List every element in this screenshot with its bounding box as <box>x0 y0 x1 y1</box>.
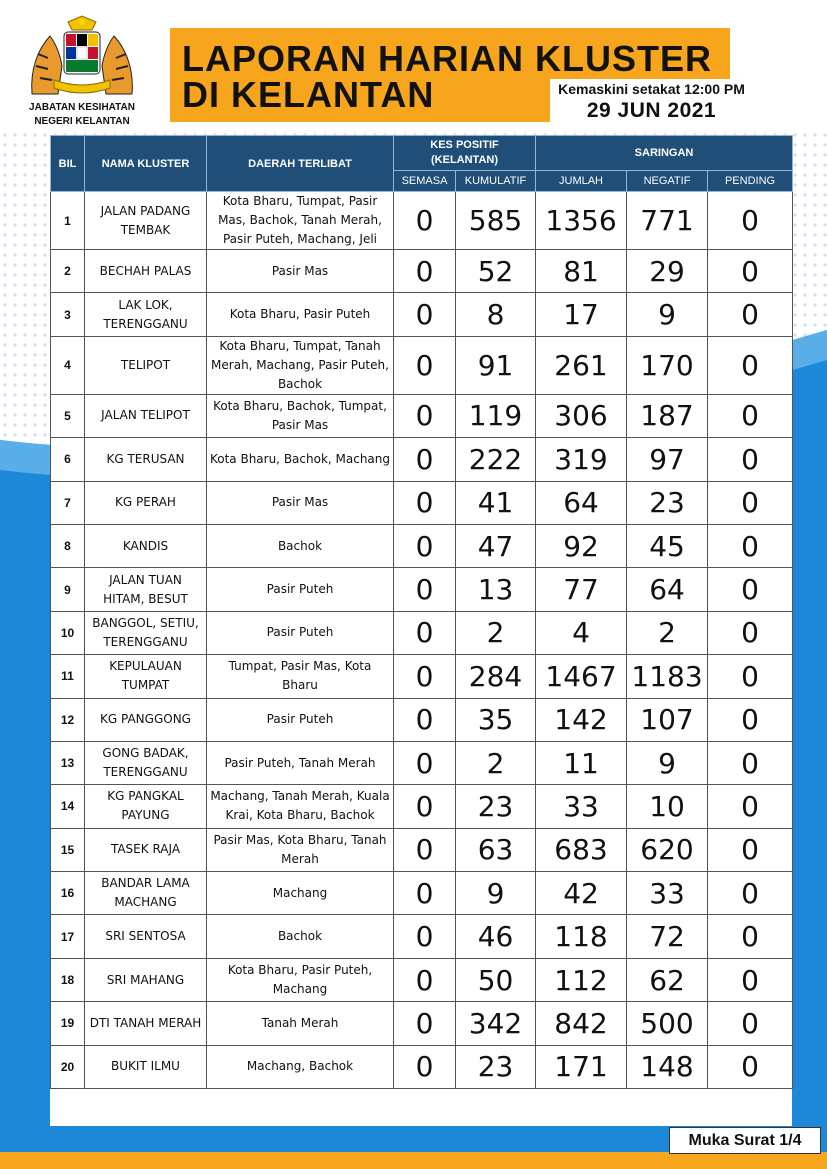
cell-negatif: 2 <box>627 611 708 654</box>
header-semasa: SEMASA <box>394 171 456 192</box>
cell-negatif: 620 <box>627 828 708 871</box>
table-row <box>51 1045 793 1088</box>
cell-bil: 15 <box>51 828 85 871</box>
cell-kumulatif: 52 <box>456 250 536 293</box>
cell-kumulatif: 23 <box>456 785 536 828</box>
header-jumlah: JUMLAH <box>536 171 627 192</box>
cell-daerah: Kota Bharu, Tumpat, Tanah Merah, Machang, Pasir Puteh, Bachok <box>207 336 394 394</box>
cell-bil: 8 <box>51 524 85 567</box>
cell-jumlah: 1356 <box>536 192 627 250</box>
cell-jumlah: 81 <box>536 250 627 293</box>
cell-daerah: Kota Bharu, Bachok, Machang <box>207 438 394 481</box>
cell-semasa: 0 <box>394 293 456 336</box>
cell-kumulatif: 284 <box>456 655 536 698</box>
cell-daerah: Machang <box>207 872 394 915</box>
cell-nama-kluster: KG PANGKAL PAYUNG <box>85 785 207 828</box>
cell-negatif: 500 <box>627 1002 708 1045</box>
cell-pending: 0 <box>708 915 793 958</box>
header-nama-kluster: NAMA KLUSTER <box>85 136 207 192</box>
cell-bil: 13 <box>51 741 85 784</box>
cell-pending: 0 <box>708 958 793 1001</box>
cell-negatif: 23 <box>627 481 708 524</box>
cell-bil: 19 <box>51 1002 85 1045</box>
cell-semasa: 0 <box>394 250 456 293</box>
header-pending: PENDING <box>708 171 793 192</box>
malaysia-crest-icon <box>28 14 136 102</box>
cell-jumlah: 1467 <box>536 655 627 698</box>
table-row <box>51 611 793 654</box>
cell-nama-kluster: GONG BADAK, TERENGGANU <box>85 741 207 784</box>
cell-semasa: 0 <box>394 394 456 437</box>
cell-negatif: 1183 <box>627 655 708 698</box>
cell-pending: 0 <box>708 698 793 741</box>
cell-nama-kluster: BANGGOL, SETIU, TERENGGANU <box>85 611 207 654</box>
cell-negatif: 29 <box>627 250 708 293</box>
cell-jumlah: 142 <box>536 698 627 741</box>
cell-negatif: 9 <box>627 741 708 784</box>
cell-pending: 0 <box>708 1045 793 1088</box>
cell-nama-kluster: TELIPOT <box>85 336 207 394</box>
cell-daerah: Tanah Merah <box>207 1002 394 1045</box>
cell-kumulatif: 91 <box>456 336 536 394</box>
cell-semasa: 0 <box>394 336 456 394</box>
cell-kumulatif: 23 <box>456 1045 536 1088</box>
cell-nama-kluster: KANDIS <box>85 524 207 567</box>
cell-semasa: 0 <box>394 611 456 654</box>
cell-nama-kluster: SRI SENTOSA <box>85 915 207 958</box>
table-row <box>51 958 793 1001</box>
report-title-line2: DI KELANTAN <box>182 74 435 115</box>
cell-pending: 0 <box>708 336 793 394</box>
cell-nama-kluster: DTI TANAH MERAH <box>85 1002 207 1045</box>
table-row <box>51 915 793 958</box>
cell-daerah: Machang, Tanah Merah, Kuala Krai, Kota Bharu, Bachok <box>207 785 394 828</box>
table-row <box>51 1002 793 1045</box>
cell-nama-kluster: BANDAR LAMA MACHANG <box>85 872 207 915</box>
cluster-table-container <box>50 135 792 1126</box>
cell-jumlah: 92 <box>536 524 627 567</box>
cell-semasa: 0 <box>394 958 456 1001</box>
cell-negatif: 72 <box>627 915 708 958</box>
cell-jumlah: 306 <box>536 394 627 437</box>
cell-pending: 0 <box>708 741 793 784</box>
cell-negatif: 62 <box>627 958 708 1001</box>
cell-nama-kluster: TASEK RAJA <box>85 828 207 871</box>
cell-bil: 5 <box>51 394 85 437</box>
cell-kumulatif: 342 <box>456 1002 536 1045</box>
cell-semasa: 0 <box>394 741 456 784</box>
table-body <box>51 192 793 1089</box>
cell-negatif: 107 <box>627 698 708 741</box>
cell-semasa: 0 <box>394 1045 456 1088</box>
cell-bil: 16 <box>51 872 85 915</box>
cell-jumlah: 842 <box>536 1002 627 1045</box>
table-row <box>51 481 793 524</box>
cell-bil: 3 <box>51 293 85 336</box>
cell-daerah: Pasir Puteh, Tanah Merah <box>207 741 394 784</box>
cell-jumlah: 171 <box>536 1045 627 1088</box>
cell-daerah: Pasir Puteh <box>207 611 394 654</box>
cell-nama-kluster: JALAN PADANG TEMBAK <box>85 192 207 250</box>
table-row <box>51 655 793 698</box>
cell-kumulatif: 41 <box>456 481 536 524</box>
cell-negatif: 771 <box>627 192 708 250</box>
cell-nama-kluster: JALAN TUAN HITAM, BESUT <box>85 568 207 611</box>
cell-negatif: 97 <box>627 438 708 481</box>
orange-stripe <box>0 1152 827 1169</box>
cell-kumulatif: 222 <box>456 438 536 481</box>
cell-bil: 18 <box>51 958 85 1001</box>
header-negatif: NEGATIF <box>627 171 708 192</box>
cell-semasa: 0 <box>394 655 456 698</box>
cell-pending: 0 <box>708 438 793 481</box>
cell-negatif: 33 <box>627 872 708 915</box>
table-row <box>51 192 793 250</box>
table-row <box>51 524 793 567</box>
cell-nama-kluster: JALAN TELIPOT <box>85 394 207 437</box>
table-row <box>51 293 793 336</box>
cell-bil: 7 <box>51 481 85 524</box>
cell-pending: 0 <box>708 481 793 524</box>
cell-negatif: 187 <box>627 394 708 437</box>
agency-name: JABATAN KESIHATAN NEGERI KELANTAN <box>29 102 135 127</box>
cell-pending: 0 <box>708 1002 793 1045</box>
cell-semasa: 0 <box>394 1002 456 1045</box>
cell-kumulatif: 585 <box>456 192 536 250</box>
cell-jumlah: 4 <box>536 611 627 654</box>
cell-kumulatif: 13 <box>456 568 536 611</box>
cell-pending: 0 <box>708 394 793 437</box>
cell-daerah: Bachok <box>207 915 394 958</box>
report-title-line1: LAPORAN HARIAN KLUSTER <box>182 38 712 79</box>
cell-nama-kluster: BUKIT ILMU <box>85 1045 207 1088</box>
cell-nama-kluster: KG PERAH <box>85 481 207 524</box>
cell-kumulatif: 2 <box>456 611 536 654</box>
cell-bil: 17 <box>51 915 85 958</box>
cell-daerah: Pasir Puteh <box>207 568 394 611</box>
cell-daerah: Kota Bharu, Pasir Puteh <box>207 293 394 336</box>
header-kumulatif: KUMULATIF <box>456 171 536 192</box>
cell-daerah: Pasir Mas <box>207 250 394 293</box>
cell-nama-kluster: KG TERUSAN <box>85 438 207 481</box>
cell-pending: 0 <box>708 655 793 698</box>
cell-bil: 11 <box>51 655 85 698</box>
cell-kumulatif: 119 <box>456 394 536 437</box>
cell-semasa: 0 <box>394 192 456 250</box>
cell-semasa: 0 <box>394 785 456 828</box>
cell-kumulatif: 47 <box>456 524 536 567</box>
cell-pending: 0 <box>708 611 793 654</box>
cell-jumlah: 261 <box>536 336 627 394</box>
cell-kumulatif: 50 <box>456 958 536 1001</box>
table-row <box>51 336 793 394</box>
cell-bil: 2 <box>51 250 85 293</box>
table-row <box>51 250 793 293</box>
cell-nama-kluster: KG PANGGONG <box>85 698 207 741</box>
cell-nama-kluster: SRI MAHANG <box>85 958 207 1001</box>
cell-jumlah: 118 <box>536 915 627 958</box>
cell-negatif: 64 <box>627 568 708 611</box>
cell-daerah: Tumpat, Pasir Mas, Kota Bharu <box>207 655 394 698</box>
header-bil: BIL <box>51 136 85 192</box>
header-daerah: DAERAH TERLIBAT <box>207 136 394 192</box>
cell-bil: 6 <box>51 438 85 481</box>
cell-jumlah: 33 <box>536 785 627 828</box>
cell-jumlah: 683 <box>536 828 627 871</box>
cell-semasa: 0 <box>394 872 456 915</box>
cell-jumlah: 112 <box>536 958 627 1001</box>
cell-nama-kluster: KEPULAUAN TUMPAT <box>85 655 207 698</box>
table-row <box>51 394 793 437</box>
table-row <box>51 785 793 828</box>
cell-semasa: 0 <box>394 828 456 871</box>
cell-kumulatif: 9 <box>456 872 536 915</box>
cell-negatif: 170 <box>627 336 708 394</box>
cell-jumlah: 319 <box>536 438 627 481</box>
cell-daerah: Machang, Bachok <box>207 1045 394 1088</box>
cell-bil: 20 <box>51 1045 85 1088</box>
cell-pending: 0 <box>708 785 793 828</box>
cell-kumulatif: 35 <box>456 698 536 741</box>
cell-bil: 12 <box>51 698 85 741</box>
cell-bil: 10 <box>51 611 85 654</box>
cell-daerah: Kota Bharu, Bachok, Tumpat, Pasir Mas <box>207 394 394 437</box>
cell-kumulatif: 63 <box>456 828 536 871</box>
cell-daerah: Kota Bharu, Tumpat, Pasir Mas, Bachok, Tanah Merah, Pasir Puteh, Machang, Jeli <box>207 192 394 250</box>
header-saringan: SARINGAN <box>536 136 793 171</box>
cell-jumlah: 11 <box>536 741 627 784</box>
cell-jumlah: 42 <box>536 872 627 915</box>
page-number: Muka Surat 1/4 <box>669 1127 821 1154</box>
cell-bil: 1 <box>51 192 85 250</box>
header-kes-positif: KES POSITIF (KELANTAN) <box>394 136 536 171</box>
cell-jumlah: 64 <box>536 481 627 524</box>
table-row <box>51 438 793 481</box>
cell-bil: 4 <box>51 336 85 394</box>
cell-semasa: 0 <box>394 481 456 524</box>
cell-pending: 0 <box>708 250 793 293</box>
cell-daerah: Bachok <box>207 524 394 567</box>
cell-nama-kluster: LAK LOK, TERENGGANU <box>85 293 207 336</box>
cell-daerah: Kota Bharu, Pasir Puteh, Machang <box>207 958 394 1001</box>
report-date: 29 JUN 2021 <box>586 99 717 122</box>
cell-pending: 0 <box>708 568 793 611</box>
cell-nama-kluster: BECHAH PALAS <box>85 250 207 293</box>
table-row <box>51 872 793 915</box>
cell-jumlah: 77 <box>536 568 627 611</box>
cell-pending: 0 <box>708 872 793 915</box>
cell-kumulatif: 2 <box>456 741 536 784</box>
cell-semasa: 0 <box>394 915 456 958</box>
cell-semasa: 0 <box>394 698 456 741</box>
cell-daerah: Pasir Puteh <box>207 698 394 741</box>
cell-semasa: 0 <box>394 438 456 481</box>
update-label: Kemaskini setakat 12:00 PM <box>558 81 745 97</box>
cell-semasa: 0 <box>394 568 456 611</box>
cell-pending: 0 <box>708 192 793 250</box>
cell-negatif: 148 <box>627 1045 708 1088</box>
cell-kumulatif: 46 <box>456 915 536 958</box>
cell-bil: 9 <box>51 568 85 611</box>
cell-negatif: 9 <box>627 293 708 336</box>
cell-pending: 0 <box>708 524 793 567</box>
cell-kumulatif: 8 <box>456 293 536 336</box>
table-row <box>51 698 793 741</box>
cell-bil: 14 <box>51 785 85 828</box>
cell-negatif: 45 <box>627 524 708 567</box>
table-row <box>51 568 793 611</box>
table-row <box>51 828 793 871</box>
cell-daerah: Pasir Mas <box>207 481 394 524</box>
cell-negatif: 10 <box>627 785 708 828</box>
cell-daerah: Pasir Mas, Kota Bharu, Tanah Merah <box>207 828 394 871</box>
cluster-table <box>50 135 793 1089</box>
cell-jumlah: 17 <box>536 293 627 336</box>
cell-semasa: 0 <box>394 524 456 567</box>
table-row <box>51 741 793 784</box>
update-date-box <box>550 79 753 126</box>
cell-pending: 0 <box>708 828 793 871</box>
cell-pending: 0 <box>708 293 793 336</box>
